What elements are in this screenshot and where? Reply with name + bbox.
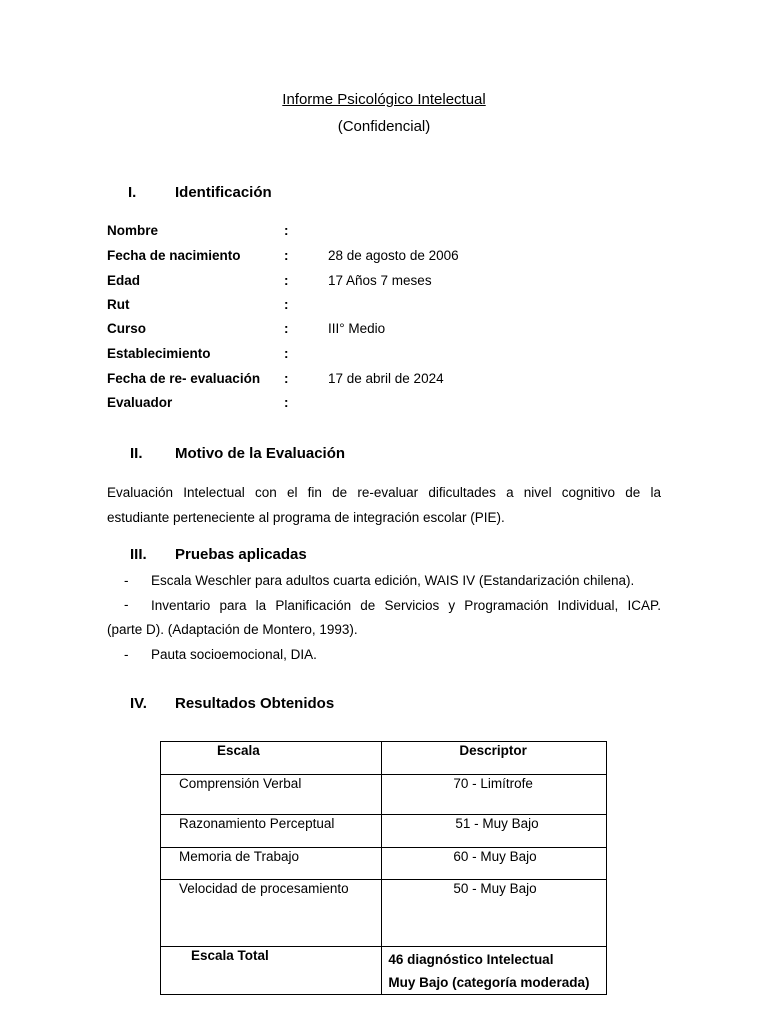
- table-cell-escala: Razonamiento Perceptual: [179, 816, 335, 831]
- table-header-descriptor-cell: [382, 742, 607, 775]
- table-total-row: [161, 947, 607, 995]
- table-header-escala: Escala: [217, 743, 260, 758]
- prueba-item-dia: Pauta socioemocional, DIA.: [151, 647, 317, 662]
- table-total-descriptor-line1: 46 diagnóstico Intelectual: [388, 952, 554, 967]
- table-row: [161, 880, 607, 947]
- id-colon: :: [284, 395, 289, 410]
- motivo-paragraph-line1: Evaluación Intelectual con el fin de re-evaluar dificultades a nivel cognitivo de la: [107, 485, 661, 500]
- id-colon: :: [284, 346, 289, 361]
- prueba-item-wais: Escala Weschler para adultos cuarta edición, WAIS IV (Estandarización chilena).: [151, 573, 635, 588]
- table-header-row: [161, 742, 607, 775]
- id-label-edad: Edad: [107, 273, 141, 288]
- section-number-resultados: IV.: [130, 695, 147, 712]
- table-row: [161, 848, 607, 880]
- bullet-dash: -: [124, 647, 129, 662]
- table-cell-escala: Velocidad de procesamiento: [179, 881, 349, 896]
- section-number-identificacion: I.: [128, 184, 137, 201]
- prueba-item-icap-line2: (parte D). (Adaptación de Montero, 1993).: [107, 622, 358, 637]
- table-cell-descriptor: 50 - Muy Bajo: [453, 881, 537, 896]
- section-title-motivo: Motivo de la Evaluación: [175, 445, 346, 462]
- id-label-evaluador: Evaluador: [107, 395, 173, 410]
- bullet-dash: -: [124, 597, 129, 612]
- id-label-fecha-nacimiento: Fecha de nacimiento: [107, 248, 241, 263]
- id-value-edad: 17 Años 7 meses: [328, 273, 432, 288]
- section-title-pruebas: Pruebas aplicadas: [175, 546, 307, 563]
- motivo-paragraph-line2: estudiante perteneciente al programa de integración escolar (PIE).: [107, 510, 505, 525]
- table-cell-escala: Comprensión Verbal: [179, 776, 302, 791]
- document-subtitle: (Confidencial): [337, 118, 431, 135]
- table-cell-escala: Memoria de Trabajo: [179, 849, 300, 864]
- id-colon: :: [284, 223, 289, 238]
- section-number-pruebas: III.: [130, 546, 147, 563]
- id-colon: :: [284, 297, 289, 312]
- id-label-establecimiento: Establecimiento: [107, 346, 211, 361]
- prueba-item-icap-line1: Inventario para la Planificación de Servicios y Programación Individual, ICAP.: [151, 598, 661, 613]
- id-colon: :: [284, 248, 289, 263]
- id-label-fecha-reevaluacion: Fecha de re- evaluación: [107, 371, 261, 386]
- table-cell-descriptor: 51 - Muy Bajo: [455, 816, 539, 831]
- id-colon: :: [284, 371, 289, 386]
- table-cell-descriptor: 70 - Limítrofe: [453, 776, 533, 791]
- id-label-nombre: Nombre: [107, 223, 159, 238]
- section-number-motivo: II.: [130, 445, 143, 462]
- id-value-fecha-nacimiento: 28 de agosto de 2006: [328, 248, 459, 263]
- table-row: [161, 815, 607, 848]
- table-total-escala: Escala Total: [191, 948, 269, 963]
- section-title-resultados: Resultados Obtenidos: [175, 695, 335, 712]
- results-table: [160, 741, 607, 995]
- id-colon: :: [284, 273, 289, 288]
- table-header-escala-cell: [161, 742, 382, 775]
- document-title: Informe Psicológico Intelectual: [282, 91, 486, 108]
- id-value-fecha-reevaluacion: 17 de abril de 2024: [328, 371, 444, 386]
- id-colon: :: [284, 321, 289, 336]
- section-title-identificacion: Identificación: [175, 184, 272, 201]
- id-label-curso: Curso: [107, 321, 147, 336]
- id-value-curso: III° Medio: [328, 321, 386, 336]
- id-label-rut: Rut: [107, 297, 130, 312]
- table-row: [161, 775, 607, 815]
- table-cell-descriptor: 60 - Muy Bajo: [453, 849, 537, 864]
- table-header-descriptor: Descriptor: [459, 743, 527, 758]
- bullet-dash: -: [124, 573, 129, 588]
- table-total-descriptor-line2: Muy Bajo (categoría moderada): [388, 975, 590, 990]
